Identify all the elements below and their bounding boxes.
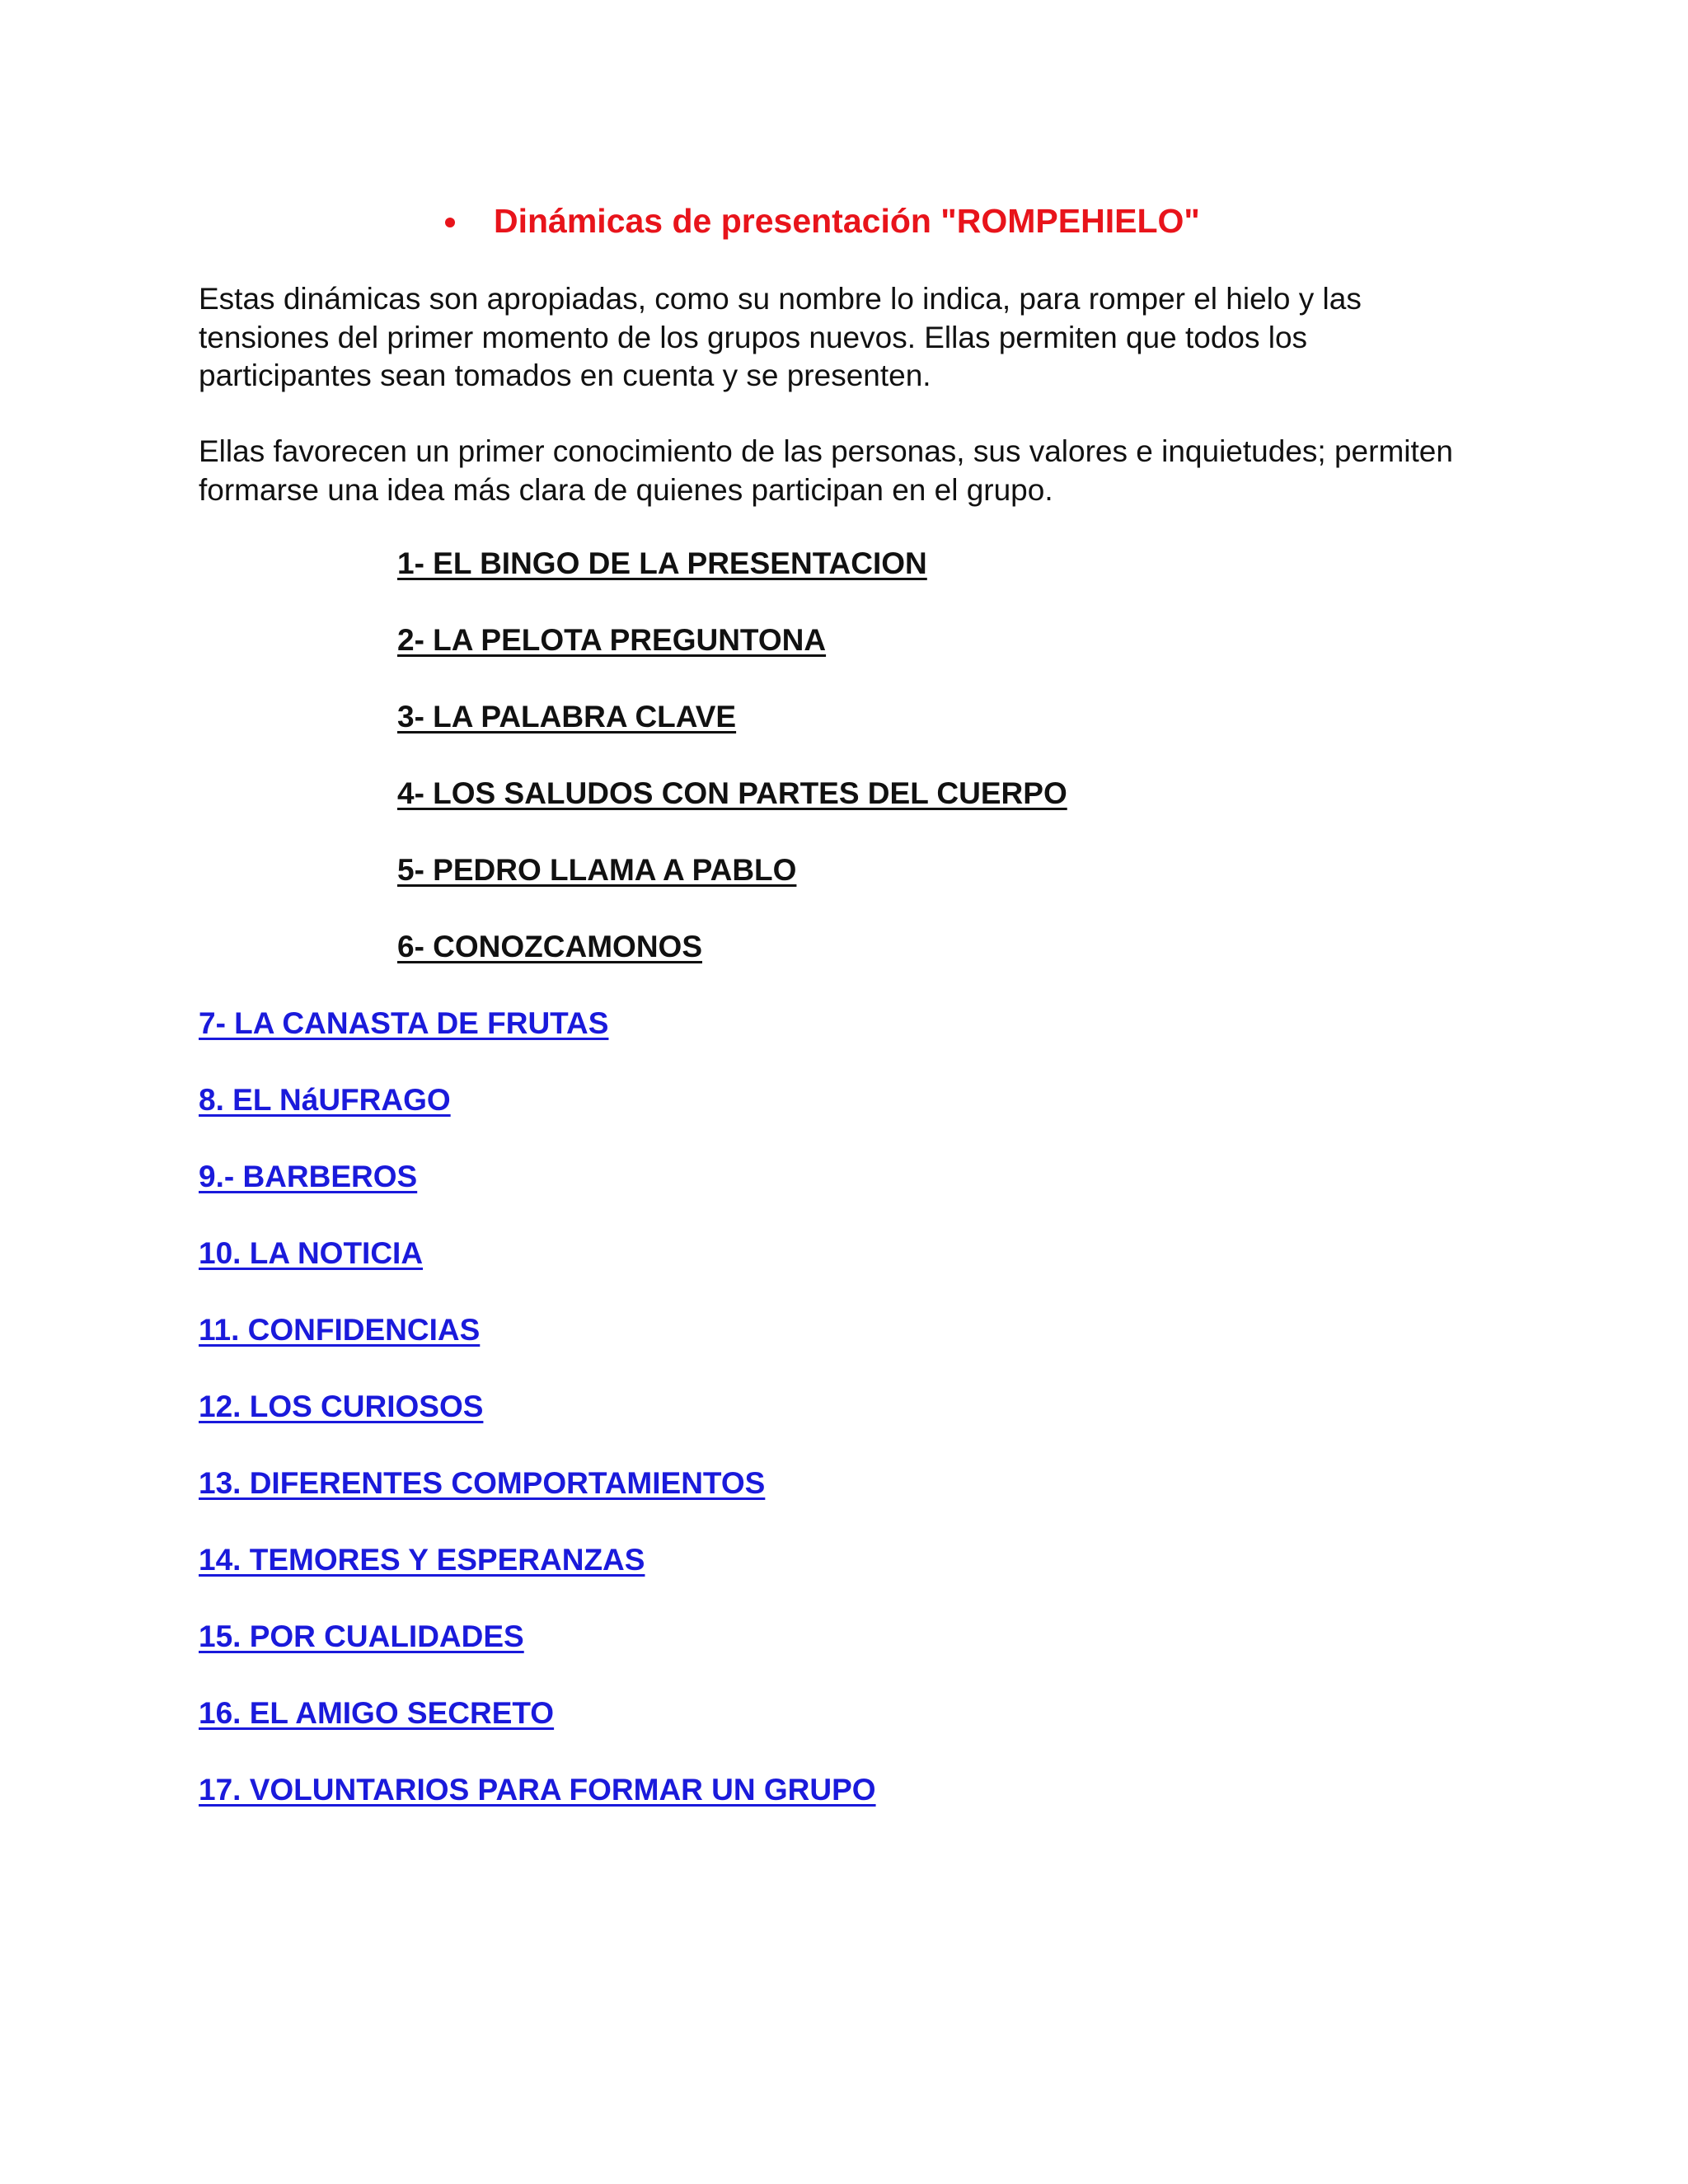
dynamic-link[interactable]: 16. EL AMIGO SECRETO: [199, 1696, 555, 1730]
dynamic-link[interactable]: 17. VOLUNTARIOS PARA FORMAR UN GRUPO: [199, 1773, 876, 1807]
list-item: 2- LA PELOTA PREGUNTONA: [397, 623, 827, 657]
list-item: 4- LOS SALUDOS CON PARTES DEL CUERPO: [397, 776, 1067, 810]
dynamic-link[interactable]: 11. CONFIDENCIAS: [199, 1313, 481, 1347]
intro-paragraph-2: Ellas favorecen un primer conocimiento de las personas, sus valores e inquietudes; permiten formarse una idea más clara de quienes participan en el grupo.: [199, 434, 1453, 507]
dynamic-link[interactable]: 8. EL NáUFRAGO: [199, 1083, 451, 1117]
page-title: Dinámicas de presentación "ROMPEHIELO": [494, 201, 1200, 240]
section-heading: [445, 198, 1200, 244]
list-item: 3- LA PALABRA CLAVE: [397, 700, 737, 733]
intro-paragraph-1: Estas dinámicas son apropiadas, como su nombre lo indica, para romper el hielo y las tensiones del primer momento de los grupos nuevos. Ellas permiten que todos los participantes sean tomados en cuenta y se presenten.: [199, 282, 1362, 392]
dynamic-link[interactable]: 10. LA NOTICIA: [199, 1236, 424, 1270]
bullet-icon: [445, 218, 455, 227]
dynamic-link[interactable]: 12. LOS CURIOSOS: [199, 1390, 484, 1423]
dynamic-link[interactable]: 7- LA CANASTA DE FRUTAS: [199, 1006, 609, 1040]
dynamic-link[interactable]: 15. POR CUALIDADES: [199, 1619, 524, 1653]
list-item: 1- EL BINGO DE LA PRESENTACION: [397, 546, 927, 580]
list-item: 5- PEDRO LLAMA A PABLO: [397, 853, 797, 887]
list-item: 6- CONOZCAMONOS: [397, 930, 702, 963]
dynamic-link[interactable]: 14. TEMORES Y ESPERANZAS: [199, 1543, 645, 1577]
dynamic-link[interactable]: 13. DIFERENTES COMPORTAMIENTOS: [199, 1466, 766, 1500]
dynamic-link[interactable]: 9.- BARBEROS: [199, 1160, 418, 1193]
